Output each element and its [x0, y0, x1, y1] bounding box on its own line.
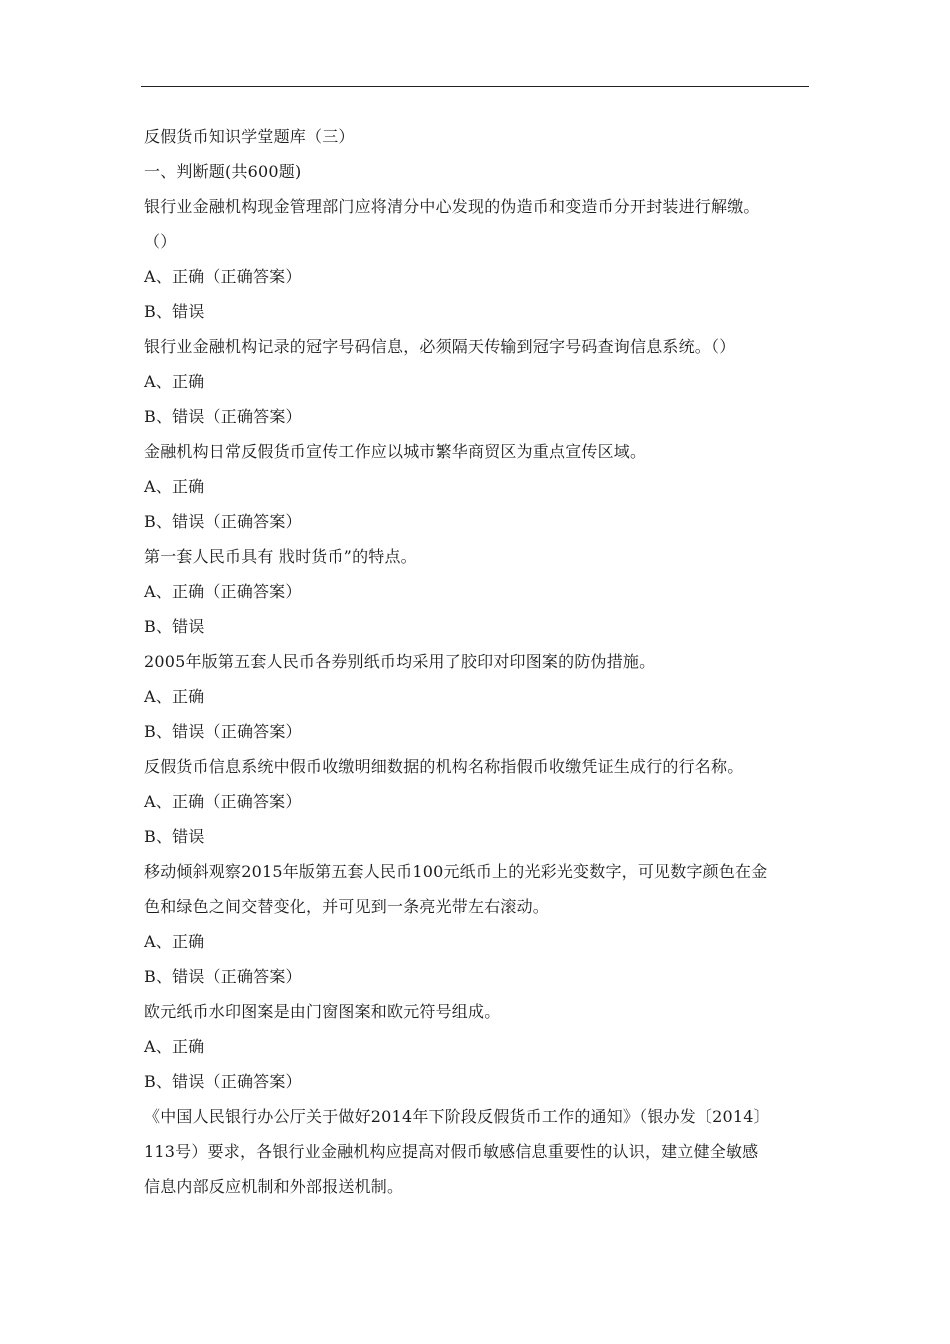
- question-text: （）: [144, 232, 177, 251]
- option-b: B、错误（正确答案）: [144, 722, 302, 741]
- question-text: 色和绿色之间交替变化，并可见到一条亮光带左右滚动。: [144, 897, 550, 916]
- option-a: A、正确: [144, 1037, 205, 1056]
- option-b: B、错误（正确答案）: [144, 512, 302, 531]
- option-a: A、正确: [144, 477, 205, 496]
- question-text: 银行业金融机构记录的冠字号码信息，必须隔天传输到冠字号码查询信息系统。（）: [144, 337, 736, 356]
- question-text: 反假货币信息系统中假币收缴明细数据的机构名称指假币收缴凭证生成行的行名称。: [144, 757, 744, 776]
- option-a: A、正确: [144, 687, 205, 706]
- option-b: B、错误: [144, 827, 205, 846]
- question-item: [144, 749, 810, 854]
- question-item: [144, 434, 810, 539]
- question-text: 移动倾斜观察2015年版第五套人民币100元纸币上的光彩光变数字，可见数字颜色在金: [144, 862, 768, 881]
- document-body: [144, 119, 810, 1204]
- option-b: B、错误（正确答案）: [144, 1072, 302, 1091]
- option-a: A、正确（正确答案）: [144, 267, 302, 286]
- question-text: 金融机构日常反假货币宣传工作应以城市繁华商贸区为重点宣传区域。: [144, 442, 647, 461]
- option-b: B、错误: [144, 617, 205, 636]
- paragraph-line: 113号）要求，各银行业金融机构应提高对假币敏感信息重要性的认识，建立健全敏感: [144, 1142, 759, 1161]
- header-rule: [141, 86, 809, 87]
- option-a: A、正确: [144, 932, 205, 951]
- paragraph-line: 信息内部反应机制和外部报送机制。: [144, 1177, 404, 1196]
- question-item: [144, 539, 810, 644]
- question-item: [144, 644, 810, 749]
- question-item: [144, 189, 810, 329]
- question-text: 欧元纸币水印图案是由门窗图案和欧元符号组成。: [144, 1002, 501, 1021]
- section-heading: 一、判断题(共600题): [144, 162, 302, 181]
- option-a: A、正确（正确答案）: [144, 792, 302, 811]
- question-text: 第一套人民币具有 戕时货币”的特点。: [144, 547, 417, 566]
- question-text: 银行业金融机构现金管理部门应将清分中心发现的伪造币和变造币分开封装进行解缴。: [144, 197, 760, 216]
- paragraph-line: 《中国人民银行办公厅关于做好2014年下阶段反假货币工作的通知》（银办发〔2014〕: [144, 1107, 770, 1126]
- question-text: 2005年版第五套人民币各券别纸币均采用了胶印对印图案的防伪措施。: [144, 652, 656, 671]
- question-item: [144, 329, 810, 434]
- option-b: B、错误（正确答案）: [144, 967, 302, 986]
- question-item: [144, 854, 810, 994]
- question-item: [144, 994, 810, 1099]
- final-paragraph: [144, 1099, 810, 1204]
- option-b: B、错误（正确答案）: [144, 407, 302, 426]
- option-a: A、正确（正确答案）: [144, 582, 302, 601]
- document-title: 反假货币知识学堂题库（三）: [144, 127, 355, 146]
- option-b: B、错误: [144, 302, 205, 321]
- option-a: A、正确: [144, 372, 205, 391]
